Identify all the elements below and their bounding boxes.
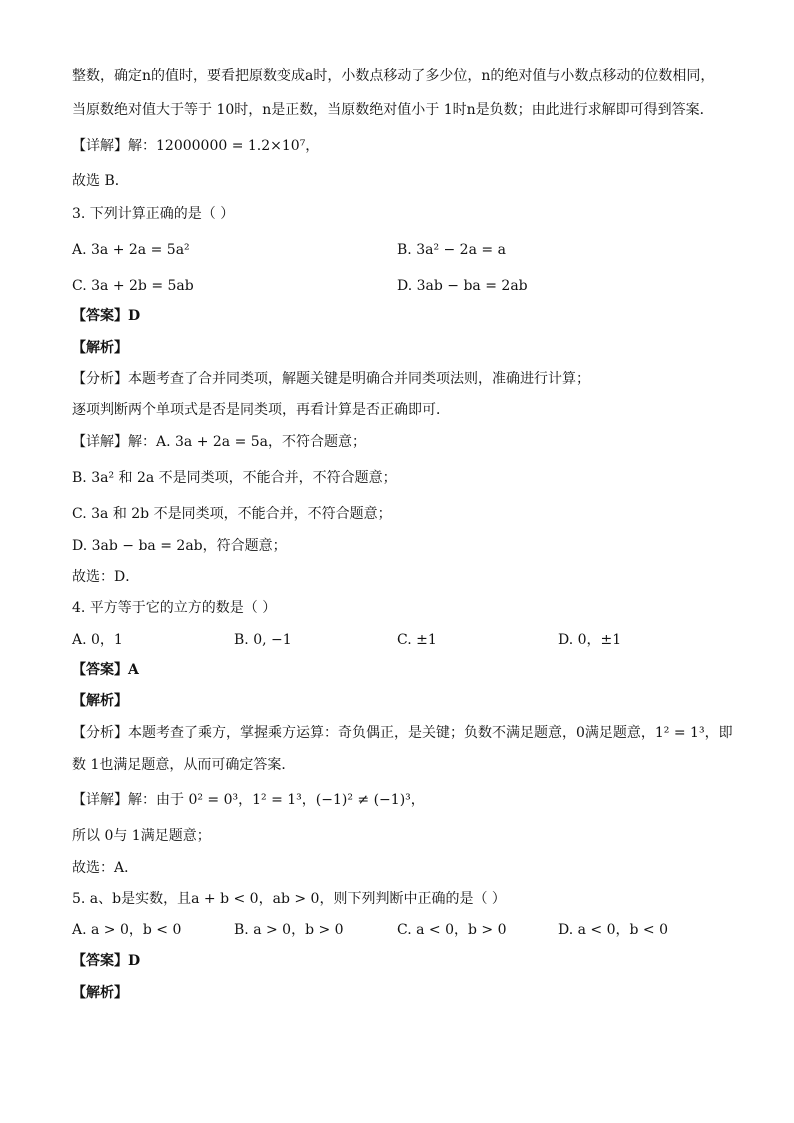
q3-option-a: A. 3a + 2a = 5a²	[72, 242, 190, 258]
q4-detail: 【详解】解：由于 0² = 0³，1² = 1³，(−1)² ≠ (−1)³，	[72, 792, 425, 808]
q3-detail-c: C. 3a 和 2b 不是同类项，不能合并，不符合题意；	[72, 506, 392, 522]
q3-choose: 故选：D．	[72, 569, 140, 585]
q5-answer: 【答案】D	[72, 953, 141, 969]
q5-title: 5. a、b是实数，且a + b < 0，ab > 0，则下列判断中正确的是（ ）	[72, 891, 506, 907]
q4-option-d: D. 0，±1	[558, 632, 622, 648]
q4-option-c: C. ±1	[397, 632, 437, 648]
q3-title: 3. 下列计算正确的是（ ）	[72, 206, 235, 222]
q4-title: 4. 平方等于它的立方的数是（ ）	[72, 600, 277, 616]
q3-analysis-1: 【分析】本题考查了合并同类项，解题关键是明确合并同类项法则，准确进行计算；	[72, 371, 590, 387]
q3-option-c: C. 3a + 2b = 5ab	[72, 278, 194, 294]
q4-answer: 【答案】A	[72, 662, 139, 678]
q3-detail-d: D. 3ab − ba = 2ab，符合题意；	[72, 538, 287, 554]
q4-option-b: B. 0, −1	[234, 632, 292, 648]
q3-detail-a: 【详解】解：A. 3a + 2a = 5a，不符合题意；	[72, 434, 367, 450]
q5-jiexi: 【解析】	[72, 985, 128, 1001]
context-line-1: 整数，确定n的值时，要看把原数变成a时，小数点移动了多少位，n的绝对值与小数点移动的位数相同，	[72, 68, 715, 84]
q5-option-a: A. a > 0，b < 0	[72, 922, 182, 938]
q4-jiexi: 【解析】	[72, 693, 128, 709]
q5-option-c: C. a < 0，b > 0	[397, 922, 507, 938]
q3-option-b: B. 3a² − 2a = a	[397, 242, 506, 258]
q2-choose: 故选 B．	[72, 173, 129, 189]
q5-option-d: D. a < 0，b < 0	[558, 922, 669, 938]
q3-jiexi: 【解析】	[72, 340, 128, 356]
q3-option-d: D. 3ab − ba = 2ab	[397, 278, 528, 294]
context-line-2: 当原数绝对值大于等于 10时，n是正数，当原数绝对值小于 1时n是负数；由此进行求解即可得到答案．	[72, 102, 714, 118]
q3-answer: 【答案】D	[72, 308, 141, 324]
q3-detail-b: B. 3a² 和 2a 不是同类项，不能合并，不符合题意；	[72, 470, 397, 486]
q2-detail: 【详解】解：12000000 = 1.2×10⁷，	[72, 138, 320, 154]
q4-analysis-1: 【分析】本题考查了乘方，掌握乘方运算：奇负偶正，是关键；负数不满足题意，0满足题意，1² = 1³，即	[72, 725, 733, 741]
q4-choose: 故选：A．	[72, 860, 139, 876]
q4-so: 所以 0与 1满足题意；	[72, 828, 211, 844]
q5-option-b: B. a > 0，b > 0	[234, 922, 344, 938]
q4-analysis-2: 数 1也满足题意，从而可确定答案．	[72, 757, 296, 773]
q4-option-a: A. 0，1	[72, 632, 123, 648]
q3-analysis-2: 逐项判断两个单项式是否是同类项，再看计算是否正确即可．	[72, 402, 450, 418]
